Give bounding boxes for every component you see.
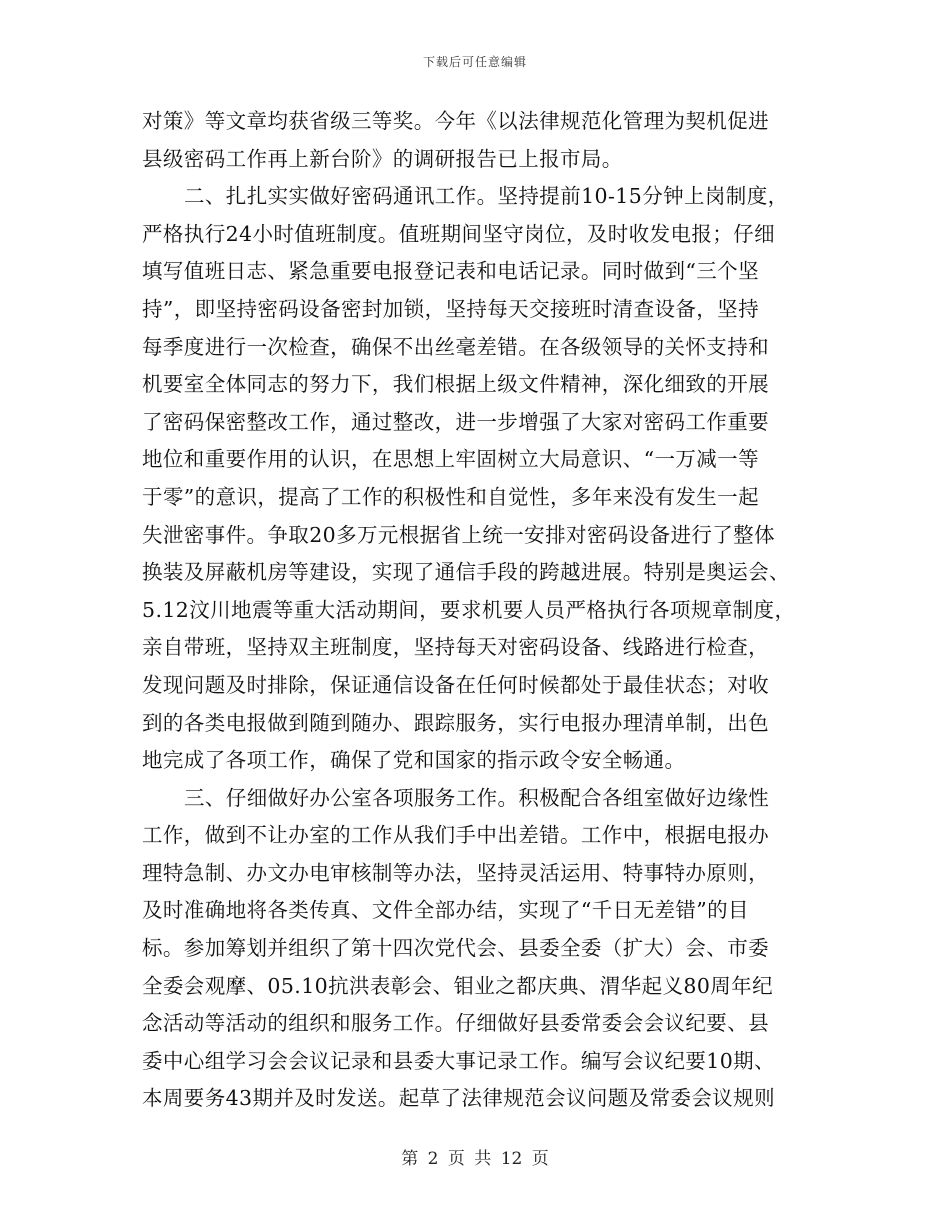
text-line: 县级密码工作再上新台阶》的调研报告已上报市局。 [142, 146, 623, 171]
text-line: 念活动等活动的组织和服务工作。仔细做好县委常委会会议纪要、县 [142, 1011, 769, 1036]
text-line: 本周要务43期并及时发送。起草了法律规范会议问题及常委会议规则 [142, 1086, 775, 1111]
text-line: 了密码保密整改工作，通过整改，进一步增强了大家对密码工作重要 [142, 409, 769, 434]
text-line: 理特急制、办文办电审核制等办法，坚持灵活运用、特事特办原则， [142, 860, 769, 885]
text-line: 委中心组学习会会议记录和县委大事记录工作。编写会议纪要10期、 [142, 1048, 775, 1073]
text-line: 失泄密事件。争取20多万元根据省上统一安排对密码设备进行了整体 [142, 522, 775, 547]
page-header-note: 下载后可任意编辑 [422, 55, 527, 69]
text-line: 填写值班日志、紧急重要电报登记表和电话记录。同时做到“三个坚 [142, 259, 759, 284]
text-line: 每季度进行一次检查，确保不出丝毫差错。在各级领导的关怀支持和 [142, 334, 769, 359]
text-line: 机要室全体同志的努力下，我们根据上级文件精神，深化细致的开展 [142, 372, 769, 397]
page-number-footer: 第 2 页 共 12 页 [401, 1149, 549, 1169]
text-line: 二、扎扎实实做好密码通讯工作。坚持提前10-15分钟上岗制度， [184, 184, 789, 209]
text-line: 全委会观摩、05.10抗洪表彰会、钼业之都庆典、渭华起义80周年纪 [142, 973, 773, 998]
text-line: 三、仔细做好办公室各项服务工作。积极配合各组室做好边缘性 [184, 785, 770, 810]
text-line: 严格执行24小时值班制度。值班期间坚守岗位，及时收发电报；仔细 [142, 221, 775, 246]
text-line: 对策》等文章均获省级三等奖。今年《以法律规范化管理为契机促进 [142, 109, 769, 133]
text-line: 持”，即坚持密码设备密封加锁，坚持每天交接班时清查设备，坚持 [142, 296, 759, 321]
text-line: 标。参加筹划并组织了第十四次党代会、县委全委（扩大）会、市委 [142, 936, 769, 961]
text-line: 到的各类电报做到随到随办、跟踪服务，实行电报办理清单制，出色 [142, 710, 769, 735]
text-line: 5.12汶川地震等重大活动期间，要求机要人员严格执行各项规章制度， [142, 597, 796, 622]
text-line: 地位和重要作用的认识，在思想上牢固树立大局意识、“一万减一等 [142, 447, 759, 472]
text-line: 换装及屏蔽机房等建设，实现了通信手段的跨越进展。特别是奥运会、 [142, 560, 790, 585]
document-body [142, 103, 812, 1118]
text-line: 及时准确地将各类传真、文件全部办结，实现了“千日无差错”的目 [142, 898, 749, 923]
text-line: 工作，做到不让办室的工作从我们手中出差错。工作中，根据电报办 [142, 823, 769, 848]
text-line: 于零”的意识，提高了工作的积极性和自觉性，多年来没有发生一起 [142, 484, 759, 509]
text-line: 亲自带班，坚持双主班制度，坚持每天对密码设备、线路进行检查， [142, 635, 769, 660]
text-line: 地完成了各项工作，确保了党和国家的指示政令安全畅通。 [142, 748, 686, 773]
text-line: 发现问题及时排除，保证通信设备在任何时候都处于最佳状态；对收 [142, 672, 769, 697]
